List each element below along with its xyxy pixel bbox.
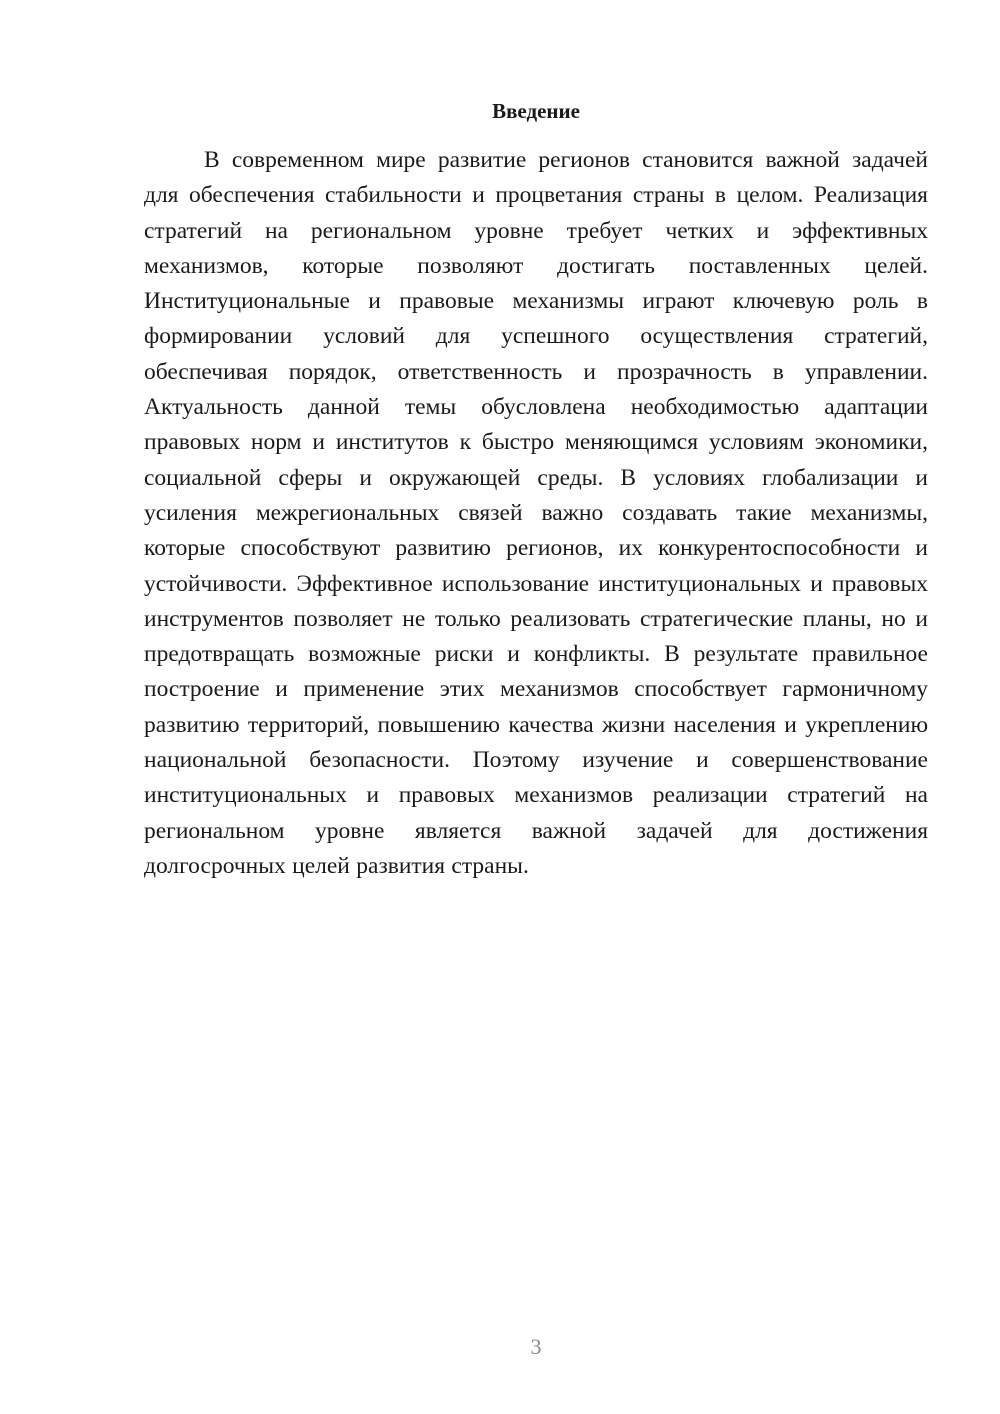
introduction-paragraph: В современном мире развитие регионов становится важной задачей для обеспечения стабильности и процветания страны в целом. Реализация стратегий на региональном уровне требует четких и эффективных механизмов, которые позволяют достигать поставленных целей. Институциональные и правовые механизмы играют ключевую роль в формировании условий для успешного осуществления стратегий, обеспечивая порядок, ответственность и прозрачность в управлении. Актуальность данной темы обусловлена необходимостью адаптации правовых норм и институтов к быстро меняющимся условиям экономики, социальной сферы и окружающей среды. В условиях глобализации и усиления межрегиональных связей важно создавать такие механизмы, которые способствуют развитию регионов, их конкурентоспособности и устойчивости. Эффективное использование институциональных и правовых инструментов позволяет не только реализовать стратегические планы, но и предотвращать возможные риски и конфликты. В результате правильное построение и применение этих механизмов способствует гармоничному развитию территорий, повышению качества жизни населения и укреплению национальной безопасности. Поэтому изучение и совершенствование институциональных и правовых механизмов реализации стратегий на региональном уровне является важной задачей для достижения долгосрочных целей развития страны. [144, 147, 928, 879]
page-number: 3 [530, 1334, 542, 1359]
section-heading: Введение [492, 99, 580, 123]
